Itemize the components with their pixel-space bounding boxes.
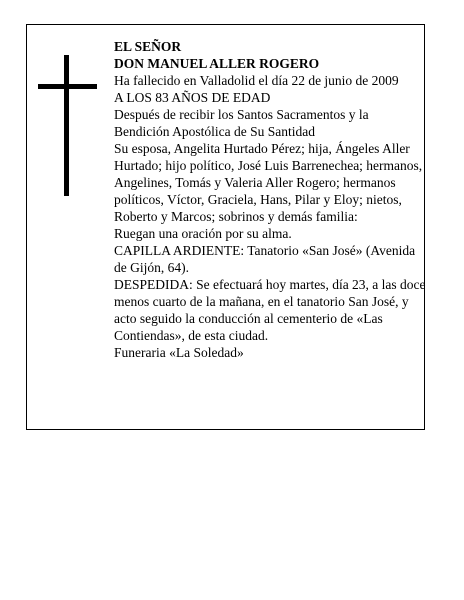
farewell-paragraph: DESPEDIDA: Se efectuará hoy martes, día 23, a las doce menos cuarto de la mañana, en el tanatorio San José, y acto seguido la conducción al cementerio de «Las Contiendas», de esta ciudad.	[114, 277, 426, 343]
sacraments-paragraph: Después de recibir los Santos Sacramentos y la Bendición Apostólica de Su Santidad	[114, 107, 369, 139]
cross-horizontal-bar	[38, 84, 97, 89]
age-line: A LOS 83 AÑOS DE EDAD	[114, 90, 271, 105]
death-line: Ha fallecido en Valladolid el día 22 de junio de 2009	[114, 73, 399, 88]
prayer-line: Ruegan una oración por su alma.	[114, 226, 292, 241]
deceased-name: DON MANUEL ALLER ROGERO	[114, 56, 320, 71]
cross-vertical-bar	[64, 55, 69, 196]
obituary-text	[114, 38, 426, 361]
title-line-1: EL SEÑOR	[114, 39, 182, 54]
funeral-home-line: Funeraria «La Soledad»	[114, 345, 244, 360]
chapel-paragraph: CAPILLA ARDIENTE: Tanatorio «San José» (Avenida de Gijón, 64).	[114, 243, 416, 275]
family-paragraph: Su esposa, Angelita Hurtado Pérez; hija, Ángeles Aller Hurtado; hijo político, José Luis Barrenechea; hermanos, Angelines, Tomás y Valeria Aller Rogero; hermanos políticos, Víctor, Graciela, Hans, Pilar y Eloy; nietos, Roberto y Marcos; sobrinos y demás familia:	[114, 141, 423, 224]
